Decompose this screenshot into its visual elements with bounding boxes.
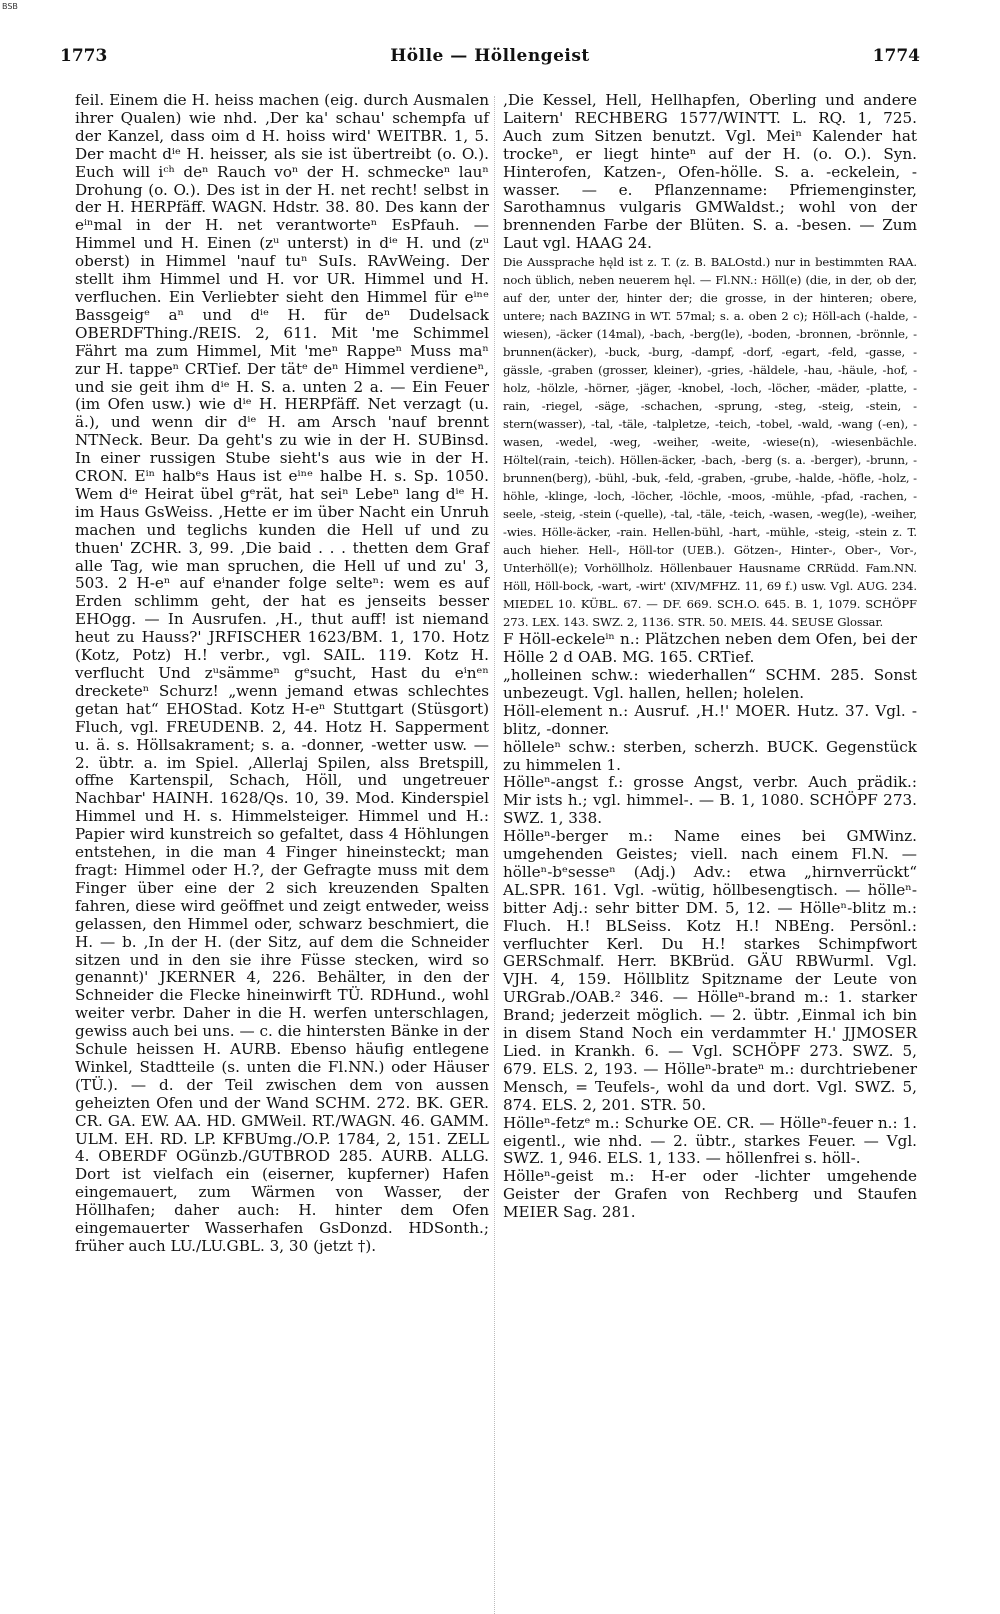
right-column bbox=[503, 92, 917, 1222]
page-number-right: 1774 bbox=[872, 46, 920, 66]
left-column bbox=[75, 92, 489, 1256]
dictionary-entry: Höll-element n.: Ausruf. ‚H.!' MOER. Hutz. 37. Vgl. -blitz, -donner. bbox=[503, 701, 917, 738]
entry-text: ‚Die Kessel, Hell, Hellhapfen, Oberling und andere Laitern' RECHBERG 1577/WINTT. L. RQ. 1, 725. Auch zum Sitzen benutzt. Vgl. Meiⁿ Kalender hat trockeⁿ, er liegt hinteⁿ auf der H. (o. O.). Syn. Hinterofen, Katzen-, Ofen-hölle. S. a. -eckelein, -wasser. — e. Pflanzenname: Pfriemenginster, Sarothamnus vulgaris GMWaldst.; wohl von der brennenden Farbe der Blüten. S. a. -besen. — Zum Laut vgl. HAAG 24. bbox=[503, 91, 917, 253]
column-divider bbox=[494, 96, 495, 1614]
running-title: Hölle — Höllengeist bbox=[390, 46, 590, 66]
dictionary-entry: Hölleⁿ-fetzᵉ m.: Schurke OE. CR. — Hölleⁿ-feuer n.: 1. eigentl., wie nhd. — 2. übtr., starkes Feuer. — Vgl. SWZ. 1, 946. ELS. 1, 133. — höllenfrei s. höll-. bbox=[503, 1113, 917, 1168]
dictionary-entry: hölleleⁿ schw.: sterben, scherzh. BUCK. Gegenstück zu himmelen 1. bbox=[503, 737, 917, 774]
dictionary-entry: Hölleⁿ-berger m.: Name eines bei GMWinz. umgehenden Geistes; viell. nach einem Fl.N. — hölleⁿ-bᵉsesseⁿ (Adj.) Adv.: etwa „hirnverrückt“ AL.SPR. 161. Vgl. -wütig, höllbesengtisch. — hölleⁿ-bitter Adj.: sehr bitter DM. 5, 12. — Hölleⁿ-blitz m.: Fluch. H.! BLSeiss. Kotz H.! NBEng. Persönl.: verfluchter Kerl. Du H.! starkes Schimpfwort GERSchmalf. Herr. BKBrüd. GÄU RBWurml. Vgl. VJH. 4, 159. Höllblitz Spitzname der Leute von URGrab./OAB.² 346. — Hölleⁿ-brand m.: 1. starker Brand; jederzeit möglich. — 2. übtr. ‚Einmal ich bin in disem Stand Noch ein verdammter H.' JJMOSER Lied. in Krankh. 6. — Vgl. SCHÖPF 273. SWZ. 5, 679. ELS. 2, 193. — Hölleⁿ-brateⁿ m.: durchtriebener Mensch, = Teufels-, wohl da und dort. Vgl. SWZ. 5, 874. ELS. 2, 201. STR. 50. bbox=[503, 827, 917, 1114]
library-stamp: BSB bbox=[2, 2, 18, 11]
page-header bbox=[60, 46, 920, 72]
dictionary-entry: „holleinen schw.: wiederhallen“ SCHM. 285. Sonst unbezeugt. Vgl. hallen, hellen; holelen. bbox=[503, 665, 917, 702]
dictionary-entry: F Höll-eckeleⁱⁿ n.: Plätzchen neben dem Ofen, bei der Hölle 2 d OAB. MG. 165. CRTief. bbox=[503, 630, 917, 667]
dictionary-entry: Hölleⁿ-angst f.: grosse Angst, verbr. Auch prädik.: Mir ists h.; vgl. himmel-. — B. 1, 1080. SCHÖPF 273. SWZ. 1, 338. bbox=[503, 773, 917, 828]
page-number-left: 1773 bbox=[60, 46, 108, 66]
dictionary-entry: Hölleⁿ-geist m.: H-er oder -lichter umgehende Geister der Grafen von Rechberg und Staufen MEIER Sag. 281. bbox=[503, 1167, 917, 1222]
etymology-note: Die Aussprache hęld ist z. T. (z. B. BALOstd.) nur in bestimmten RAA. noch üblich, neben neuerem hęl. — Fl.NN.: Höll(e) (die, in der, ob der, auf der, unter der, hinter der; die grosse, in der hinteren; obere, untere; nach BAZING in WT. 57mal; s. a. oben 2 c); Höll-ach (-halde, -wiesen), -äcker (14mal), -bach, -berg(le), -boden, -bronnen, -brönnle, -brunnen(äcker), -buck, -burg, -dampf, -dorf, -egart, -feld, -gasse, -gässle, -graben (grosser, kleiner), -gries, -häldele, -hau, -häule, -hof, -holz, -hölzle, -hörner, -jäger, -knobel, -loch, -löcher, -mäder, -platte, -rain, -riegel, -säge, -schachen, -sprung, -steg, -steig, -stein, -stern(wasser), -tal, -täle, -talpletze, -teich, -tobel, -wald, -wang (-en), -wasen, -wedel, -weg, -weiher, -weite, -wiese(n), -wiesenbächle. Höltel(rain, -teich). Höllen-äcker, -bach, -berg (s. a. -berger), -brunn, -brunnen(berg), -bühl, -buk, -feld, -graben, -grube, -halde, -höfle, -holz, -höhle, -klinge, -loch, -löcher, -löchle, -moos, -mühle, -pfad, -rachen, -seele, -steig, -stein (-quelle), -tal, -täle, -teich, -wasen, -weg(le), -weiher, -wies. Hölle-äcker, -rain. Hellen-bühl, -hart, -mühle, -steig, -stein z. T. auch hieher. Hell-, Höll-tor (UEB.). Götzen-, Hinter-, Ober-, Vor-, Unterhöll(e); Vorhöllholz. Höllenbauer Hausname CRRüdd. Fam.NN. Höll, Höll-bock, -wart, -wirt' (XIV/MFHZ. 11, 69 f.) usw. Vgl. AUG. 234. MIEDEL 10. KÜBL. 67. — DF. 669. SCH.O. 645. B. 1, 1079. SCHÖPF 273. LEX. 143. SWZ. 2, 1136. STR. 50. MEIS. 44. SEUSE Glossar. bbox=[503, 255, 917, 630]
entry-text: feil. Einem die H. heiss machen (eig. durch Ausmalen ihrer Qualen) wie nhd. ‚Der ka' schau' schempfa uf der Kanzel, dass oim d H. hoiss wird' WEITBR. 1, 5. Der macht dⁱᵉ H. heisser, als sie ist übertreibt (o. O.). Euch will iᶜʰ deⁿ Rauch voⁿ der H. schmeckeⁿ lauⁿ Drohung (o. O.). Des ist in der H. net recht! selbst in der H. HERPfäff. WAGN. Hdstr. 38. 80. Des kann der eⁱⁿmal in der H. net verantworteⁿ EsPfauh. — Himmel und H. Einen (zᵘ unterst) in dⁱᵉ H. und (zᵘ oberst) in Himmel 'nauf tuⁿ SuIs. RAvWeing. Der stellt ihm Himmel und H. vor UR. Himmel und H. verfluchen. Ein Verliebter sieht den Himmel für eⁱⁿᵉ Bassgeigᵉ aⁿ und dⁱᵉ H. für deⁿ Dudelsack OBERDFThing./REIS. 2, 611. Mit 'me Schimmel Fährt ma zum Himmel, Mit 'meⁿ Rappeⁿ Muss maⁿ zur H. tappeⁿ CRTief. Der tätᵉ deⁿ Himmel verdieneⁿ, und sie geit ihm dⁱᵉ H. S. a. unten 2 a. — Ein Feuer (im Ofen usw.) wie dⁱᵉ H. HERPfäff. Net verzagt (u. ä.), und wenn dir dⁱᵉ H. am Arsch 'nauf brennt NTNeck. Beur. Da geht's zu wie in der H. SUBinsd. In einer russigen Stube sieht's aus wie in der H. CRON. Eⁱⁿ halbᵉs Haus ist eⁱⁿᵉ halbe H. s. Sp. 1050. Wem dⁱᵉ Heirat übel gᵉrät, hat seiⁿ Lebeⁿ lang dⁱᵉ H. im Haus GsWeiss. ‚Hette er im über Nacht ein Unruh machen und teglichs kunden die Hell uf und zu thuen' ZCHR. 3, 99. ‚Die baid . . . thetten dem Graf alle Tag, wie man spruchen, die Hell uf und zu' 3, 503. 2 H-eⁿ auf eⁱnander folge selteⁿ: wem es auf Erden schlimm geht, der hat es jenseits besser EHOgg. — In Ausrufen. ‚H., thut auff! ist niemand heut zu Hauss?' JRFISCHER 1623/BM. 1, 170. Hotz (Kotz, Potz) H.! verbr., vgl. SAIL. 119. Kotz H. verflucht Und zᵘsämmeⁿ gᵉsucht, Hast du eⁱnᵉⁿ drecketeⁿ Schurz! „wenn jemand etwas schlechtes getan hat“ EHOStad. Kotz H-eⁿ Stuttgart (Stüsgort) Fluch, vgl. FREUDENB. 2, 44. Hotz H. Sapperment u. ä. s. Höllsakrament; s. a. -donner, -wetter usw. — 2. übtr. a. im Spiel. ‚Allerlaj Spilen, alss Bretspill, offne Kartenspil, Schach, Höll, und ungetreuer Nachbar' HAINH. 1628/Qs. 10, 39. Mod. Kinderspiel Himmel und H. s. Himmelsteiger. Himmel und H.: Papier wird kunstreich so gefaltet, dass 4 Höhlungen entstehen, in die man 4 Finger hineinsteckt; man fragt: Himmel oder H.?, der Gefragte muss mit dem Finger über eine der 2 sich kreuzenden Spalten fahren, diese wird geöffnet und zeigt entweder, weiss gelassen, den Himmel oder, schwarz beschmiert, die H. — b. ‚In der H. (der Sitz, auf dem die Schneider sitzen und in den sie ihre Füsse stecken, wird so genannt)' JKERNER 4, 226. Behälter, in den der Schneider die Flecke hineinwirft TÜ. RDHund., wohl weiter verbr. Daher in die H. werfen unterschlagen, gewiss auch bei uns. — c. die hintersten Bänke in der Schule heissen H. AURB. Ebenso häufig entlegene Winkel, Stadtteile (s. unten die Fl.NN.) oder Häuser (TÜ.). — d. der Teil zwischen dem von aussen geheizten Ofen und der Wand SCHM. 272. BK. GER. CR. GA. EW. AA. HD. GMWeil. RT./WAGN. 46. GAMM. ULM. EH. RD. LP. KFBUmg./O.P. 1784, 2, 151. ZELL 4. OBERDF OGünzb./GUTBROD 285. AURB. ALLG. Dort ist vielfach ein (eiserner, kupferner) Hafen eingemauert, zum Wärmen von Wasser, der Höllhafen; daher auch: H. hinter dem Ofen eingemauerter Wasserhafen GsDonzd. HDSonth.; früher auch LU./LU.GBL. 3, 30 (jetzt †). bbox=[75, 91, 489, 1255]
